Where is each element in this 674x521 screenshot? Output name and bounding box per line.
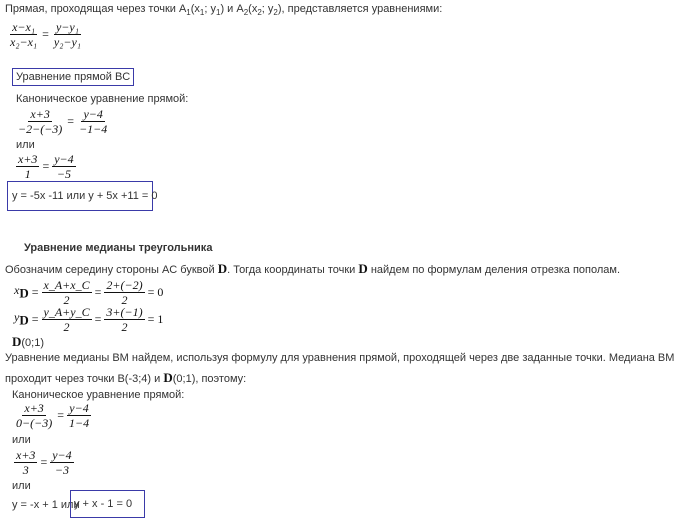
xd-formula: $x_D$ = $\frac{x\_A+x\_C}{2}$ = $\frac{2+(-2)}{2}$ = 0 <box>14 278 164 307</box>
bm-or-label-2: или <box>12 480 31 492</box>
bm-equation-1: $\frac{x+3}{0-(-3)}$ = $\frac{y-4}{1-4}$ <box>16 401 90 430</box>
bm-result-boxed: y + x - 1 = 0 <box>70 490 145 518</box>
bm-text-line-1: Уравнение медианы BM найдем, используя формулу для уравнения прямой, проходящей через две заданные точки. Медиана BM <box>5 352 674 364</box>
bm-text-line-2: проходит через точки B(-3;4) и D(0;1), поэтому: <box>5 370 247 385</box>
bc-equation-1: $\frac{x+3}{-2-(-3)}$ = $\frac{y-4}{-1-4}$ <box>18 107 108 136</box>
bc-equation-2: $\frac{x+3}{1}$ = $\frac{y-4}{-5}$ <box>18 152 74 181</box>
bc-result: y = -5x -11 или y + 5x +11 = 0 <box>7 181 153 211</box>
bm-or-label-1: или <box>12 434 31 446</box>
d-point-coords: D(0;1) <box>12 334 45 349</box>
bc-or-label: или <box>16 139 35 151</box>
bc-section-title: Уравнение прямой BC <box>12 68 134 86</box>
bm-equation-2: $\frac{x+3}{3}$ = $\frac{y-4}{-3}$ <box>16 448 72 477</box>
median-section-title: Уравнение медианы треугольника <box>24 242 213 254</box>
median-description: Обозначим середину стороны AC буквой D. Тогда координаты точки D найдем по формулам деления отрезка пополам. <box>5 261 621 276</box>
bc-canonical-label: Каноническое уравнение прямой: <box>16 93 189 105</box>
yd-formula: $y_D$ = $\frac{y\_A+y\_C}{2}$ = $\frac{3+(-1)}{2}$ = 1 <box>14 305 164 334</box>
bm-result-plain: y = -x + 1 или <box>12 499 80 511</box>
intro-text: Прямая, проходящая через точки $A_1(x_1$; $y_1$) и $A_2(x_2$; $y_2$), представляется уравнениями: <box>5 3 443 18</box>
bm-canonical-label: Каноническое уравнение прямой: <box>12 389 185 401</box>
intro-formula: $\frac{\text{x−x₁}}{\text{x₂−x₁}}$ = $\frac{\text{y−y₁}}{\text{y₂−y₁}}$ <box>10 20 81 49</box>
